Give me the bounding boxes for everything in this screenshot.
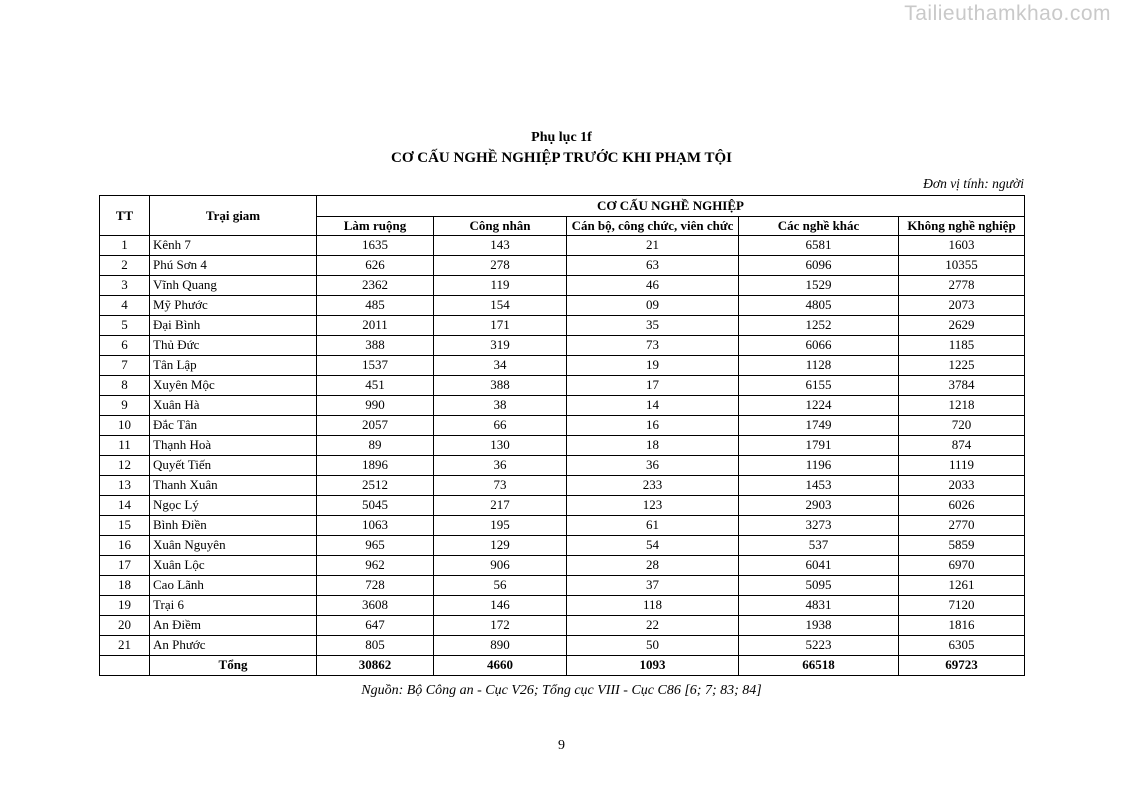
- cell-value: 626: [317, 255, 434, 275]
- cell-value: 195: [434, 515, 567, 535]
- cell-value: 485: [317, 295, 434, 315]
- cell-value: 09: [567, 295, 739, 315]
- cell-prison-name: Kênh 7: [150, 235, 317, 255]
- table-row: [100, 575, 1025, 595]
- cell-value: 647: [317, 615, 434, 635]
- cell-value: 2057: [317, 415, 434, 435]
- cell-value: 1119: [899, 455, 1025, 475]
- cell-value: 319: [434, 335, 567, 355]
- table-row: [100, 235, 1025, 255]
- cell-tt: 11: [100, 435, 150, 455]
- cell-value: 6096: [739, 255, 899, 275]
- source-note: Nguồn: Bộ Công an - Cục V26; Tổng cục VIII - Cục C86 [6; 7; 83; 84]: [361, 682, 762, 698]
- table-row: [100, 635, 1025, 655]
- cell-prison-name: An Điềm: [150, 615, 317, 635]
- cell-value: 46: [567, 275, 739, 295]
- cell-prison-name: Xuân Lộc: [150, 555, 317, 575]
- total-value: 66518: [739, 655, 899, 675]
- cell-prison-name: Phú Sơn 4: [150, 255, 317, 275]
- cell-value: 451: [317, 375, 434, 395]
- cell-value: 278: [434, 255, 567, 275]
- cell-prison-name: Thủ Đức: [150, 335, 317, 355]
- cell-value: 14: [567, 395, 739, 415]
- cell-value: 19: [567, 355, 739, 375]
- total-value: 69723: [899, 655, 1025, 675]
- cell-tt: 2: [100, 255, 150, 275]
- appendix-label: Phụ lục 1f: [531, 130, 592, 145]
- cell-value: 4831: [739, 595, 899, 615]
- cell-value: 728: [317, 575, 434, 595]
- cell-value: 1938: [739, 615, 899, 635]
- total-tt-cell: [100, 655, 150, 675]
- unit-note: Đơn vị tính: người: [923, 176, 1024, 191]
- cell-value: 1816: [899, 615, 1025, 635]
- cell-tt: 10: [100, 415, 150, 435]
- cell-value: 10355: [899, 255, 1025, 275]
- cell-prison-name: Tân Lập: [150, 355, 317, 375]
- cell-value: 2629: [899, 315, 1025, 335]
- cell-value: 73: [567, 335, 739, 355]
- cell-value: 89: [317, 435, 434, 455]
- cell-tt: 18: [100, 575, 150, 595]
- cell-value: 6970: [899, 555, 1025, 575]
- cell-value: 1225: [899, 355, 1025, 375]
- cell-value: 66: [434, 415, 567, 435]
- cell-value: 2362: [317, 275, 434, 295]
- group-header: CƠ CẤU NGHỀ NGHIỆP: [317, 196, 1025, 217]
- cell-tt: 19: [100, 595, 150, 615]
- cell-value: 1537: [317, 355, 434, 375]
- cell-value: 1529: [739, 275, 899, 295]
- cell-value: 6066: [739, 335, 899, 355]
- cell-value: 1128: [739, 355, 899, 375]
- cell-value: 143: [434, 235, 567, 255]
- cell-tt: 16: [100, 535, 150, 555]
- cell-value: 874: [899, 435, 1025, 455]
- table-row: [100, 275, 1025, 295]
- cell-tt: 17: [100, 555, 150, 575]
- cell-prison-name: Đắc Tân: [150, 415, 317, 435]
- cell-value: 1453: [739, 475, 899, 495]
- cell-value: 388: [434, 375, 567, 395]
- cell-value: 537: [739, 535, 899, 555]
- cell-value: 6155: [739, 375, 899, 395]
- table-row: [100, 515, 1025, 535]
- cell-value: 16: [567, 415, 739, 435]
- cell-tt: 3: [100, 275, 150, 295]
- total-value: 30862: [317, 655, 434, 675]
- cell-value: 2512: [317, 475, 434, 495]
- cell-value: 36: [567, 455, 739, 475]
- cell-value: 2903: [739, 495, 899, 515]
- cell-value: 388: [317, 335, 434, 355]
- cell-value: 38: [434, 395, 567, 415]
- cell-prison-name: Xuân Hà: [150, 395, 317, 415]
- cell-prison-name: Quyết Tiến: [150, 455, 317, 475]
- cell-tt: 5: [100, 315, 150, 335]
- cell-tt: 21: [100, 635, 150, 655]
- cell-value: 118: [567, 595, 739, 615]
- cell-prison-name: Thanh Xuân: [150, 475, 317, 495]
- cell-value: 217: [434, 495, 567, 515]
- cell-value: 6041: [739, 555, 899, 575]
- cell-value: 3784: [899, 375, 1025, 395]
- cell-value: 2778: [899, 275, 1025, 295]
- table-row: [100, 495, 1025, 515]
- col-header-tt: TT: [100, 196, 150, 236]
- cell-prison-name: Ngọc Lý: [150, 495, 317, 515]
- total-value: 1093: [567, 655, 739, 675]
- cell-value: 5095: [739, 575, 899, 595]
- header-row-1: [100, 196, 1025, 217]
- table-row: [100, 615, 1025, 635]
- cell-value: 890: [434, 635, 567, 655]
- cell-value: 6026: [899, 495, 1025, 515]
- cell-value: 130: [434, 435, 567, 455]
- cell-tt: 9: [100, 395, 150, 415]
- cell-value: 123: [567, 495, 739, 515]
- cell-value: 906: [434, 555, 567, 575]
- cell-value: 1196: [739, 455, 899, 475]
- cell-value: 35: [567, 315, 739, 335]
- occupation-table: [99, 195, 1025, 676]
- cell-value: 172: [434, 615, 567, 635]
- cell-value: 7120: [899, 595, 1025, 615]
- cell-value: 1224: [739, 395, 899, 415]
- cell-value: 21: [567, 235, 739, 255]
- cell-value: 6305: [899, 635, 1025, 655]
- cell-prison-name: Trại 6: [150, 595, 317, 615]
- table-row: [100, 355, 1025, 375]
- cell-value: 6581: [739, 235, 899, 255]
- cell-value: 22: [567, 615, 739, 635]
- cell-tt: 14: [100, 495, 150, 515]
- cell-value: 17: [567, 375, 739, 395]
- total-label: Tổng: [150, 655, 317, 675]
- cell-value: 1603: [899, 235, 1025, 255]
- page-number: 9: [558, 738, 565, 753]
- table-row: [100, 535, 1025, 555]
- cell-value: 962: [317, 555, 434, 575]
- cell-value: 171: [434, 315, 567, 335]
- cell-value: 805: [317, 635, 434, 655]
- table-row: [100, 395, 1025, 415]
- cell-value: 119: [434, 275, 567, 295]
- table-row: [100, 255, 1025, 275]
- cell-value: 1791: [739, 435, 899, 455]
- cell-value: 233: [567, 475, 739, 495]
- cell-tt: 15: [100, 515, 150, 535]
- cell-tt: 6: [100, 335, 150, 355]
- table-row: [100, 295, 1025, 315]
- table-row: [100, 315, 1025, 335]
- cell-tt: 13: [100, 475, 150, 495]
- table-row: [100, 455, 1025, 475]
- cell-value: 5223: [739, 635, 899, 655]
- cell-value: 720: [899, 415, 1025, 435]
- cell-value: 1218: [899, 395, 1025, 415]
- cell-value: 965: [317, 535, 434, 555]
- table-row: [100, 335, 1025, 355]
- cell-value: 56: [434, 575, 567, 595]
- cell-prison-name: Xuân Nguyên: [150, 535, 317, 555]
- cell-prison-name: Bình Điền: [150, 515, 317, 535]
- col-subheader: Các nghề khác: [739, 217, 899, 236]
- cell-tt: 4: [100, 295, 150, 315]
- cell-value: 4805: [739, 295, 899, 315]
- cell-tt: 12: [100, 455, 150, 475]
- cell-value: 36: [434, 455, 567, 475]
- cell-value: 2073: [899, 295, 1025, 315]
- cell-value: 1185: [899, 335, 1025, 355]
- cell-value: 146: [434, 595, 567, 615]
- cell-tt: 8: [100, 375, 150, 395]
- table-row: [100, 435, 1025, 455]
- page-title: CƠ CẤU NGHỀ NGHIỆP TRƯỚC KHI PHẠM TỘI: [390, 149, 732, 166]
- col-subheader: Không nghề nghiệp: [899, 217, 1025, 236]
- cell-value: 1749: [739, 415, 899, 435]
- cell-value: 2770: [899, 515, 1025, 535]
- cell-value: 154: [434, 295, 567, 315]
- table-row: [100, 555, 1025, 575]
- cell-value: 2011: [317, 315, 434, 335]
- total-value: 4660: [434, 655, 567, 675]
- cell-value: 1252: [739, 315, 899, 335]
- cell-value: 61: [567, 515, 739, 535]
- cell-value: 50: [567, 635, 739, 655]
- table-area: [99, 176, 1024, 676]
- cell-value: 28: [567, 555, 739, 575]
- cell-prison-name: Mỹ Phước: [150, 295, 317, 315]
- col-subheader: Công nhân: [434, 217, 567, 236]
- col-subheader: Làm ruộng: [317, 217, 434, 236]
- cell-value: 18: [567, 435, 739, 455]
- cell-prison-name: Xuyên Mộc: [150, 375, 317, 395]
- cell-value: 3273: [739, 515, 899, 535]
- cell-tt: 1: [100, 235, 150, 255]
- table-row: [100, 475, 1025, 495]
- cell-value: 129: [434, 535, 567, 555]
- table-row: [100, 375, 1025, 395]
- col-subheader: Cán bộ, công chức, viên chức: [567, 217, 739, 236]
- cell-prison-name: Đại Bình: [150, 315, 317, 335]
- cell-value: 1896: [317, 455, 434, 475]
- cell-value: 1261: [899, 575, 1025, 595]
- cell-value: 73: [434, 475, 567, 495]
- cell-value: 990: [317, 395, 434, 415]
- cell-tt: 20: [100, 615, 150, 635]
- watermark-text: Tailieuthamkhao.com: [904, 2, 1111, 25]
- cell-value: 63: [567, 255, 739, 275]
- total-row: [100, 655, 1025, 675]
- cell-prison-name: Thạnh Hoà: [150, 435, 317, 455]
- cell-value: 37: [567, 575, 739, 595]
- cell-value: 5859: [899, 535, 1025, 555]
- cell-value: 1063: [317, 515, 434, 535]
- cell-value: 54: [567, 535, 739, 555]
- cell-prison-name: Vĩnh Quang: [150, 275, 317, 295]
- cell-prison-name: Cao Lãnh: [150, 575, 317, 595]
- cell-value: 3608: [317, 595, 434, 615]
- cell-value: 34: [434, 355, 567, 375]
- cell-value: 2033: [899, 475, 1025, 495]
- col-header-prison: Trại giam: [150, 196, 317, 236]
- table-body: [100, 235, 1025, 675]
- table-row: [100, 415, 1025, 435]
- cell-tt: 7: [100, 355, 150, 375]
- cell-value: 1635: [317, 235, 434, 255]
- cell-prison-name: An Phước: [150, 635, 317, 655]
- cell-value: 5045: [317, 495, 434, 515]
- table-row: [100, 595, 1025, 615]
